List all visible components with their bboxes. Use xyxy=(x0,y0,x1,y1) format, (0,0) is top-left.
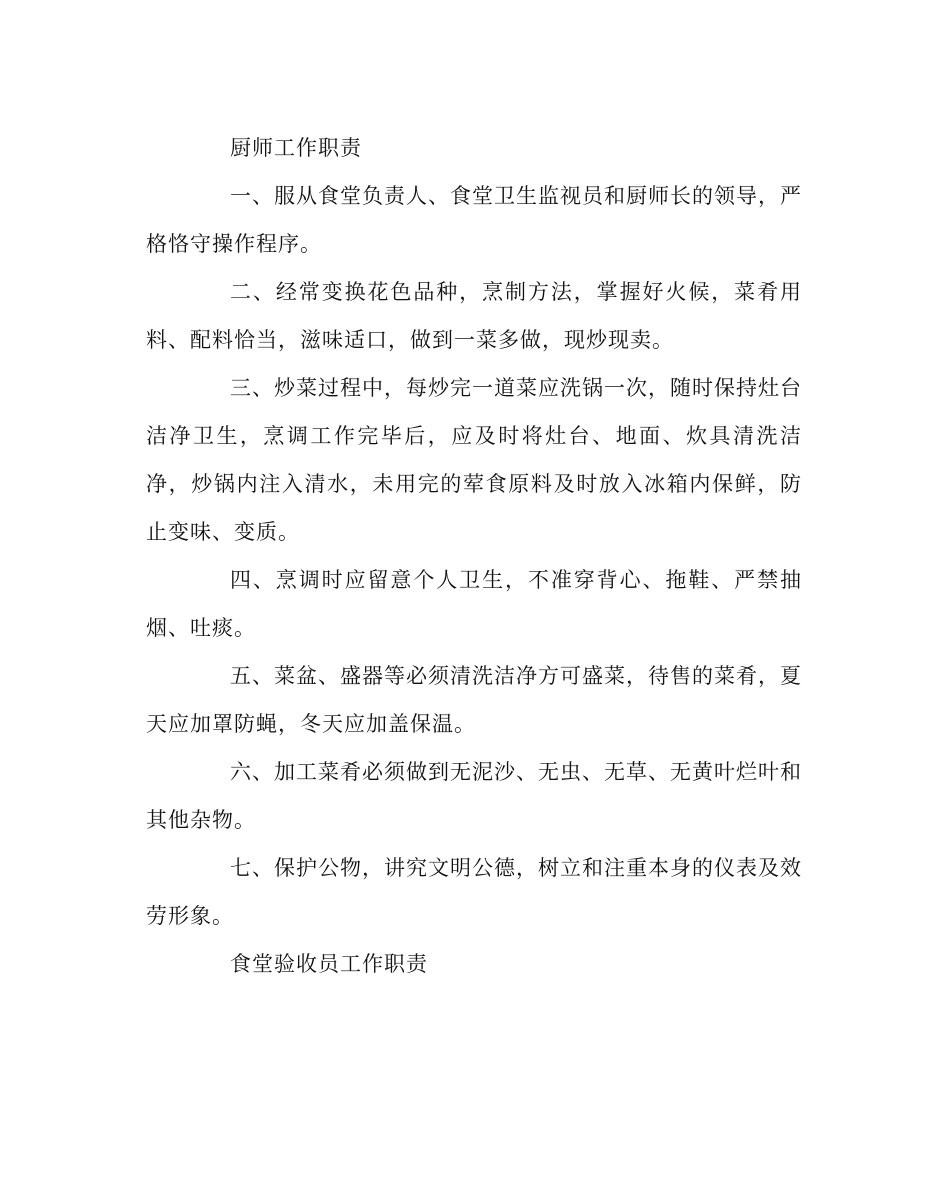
paragraph-6: 六、加工菜肴必须做到无泥沙、无虫、无草、无黄叶烂叶和其他杂物。 xyxy=(146,760,802,832)
paragraph-4: 四、烹调时应留意个人卫生，不准穿背心、拖鞋、严禁抽烟、吐痰。 xyxy=(146,568,802,640)
paragraph-1: 一、服从食堂负责人、食堂卫生监视员和厨师长的领导，严格恪守操作程序。 xyxy=(146,184,802,256)
section-heading-chef: 厨师工作职责 xyxy=(230,136,362,160)
section-heading-inspector: 食堂验收员工作职责 xyxy=(230,952,428,976)
paragraph-7: 七、保护公物，讲究文明公德，树立和注重本身的仪表及效劳形象。 xyxy=(146,856,802,928)
paragraph-3: 三、炒菜过程中，每炒完一道菜应洗锅一次，随时保持灶台洁净卫生，烹调工作完毕后，应及时将灶台、地面、炊具清洗洁净，炒锅内注入清水，未用完的荤食原料及时放入冰箱内保鲜，防止变味、变质。 xyxy=(146,376,802,544)
paragraph-5: 五、菜盆、盛器等必须清洗洁净方可盛菜，待售的菜肴，夏天应加罩防蝇，冬天应加盖保温。 xyxy=(146,664,802,736)
document-body xyxy=(146,124,802,988)
paragraph-2: 二、经常变换花色品种，烹制方法，掌握好火候，菜肴用料、配料恰当，滋味适口，做到一菜多做，现炒现卖。 xyxy=(146,280,802,352)
